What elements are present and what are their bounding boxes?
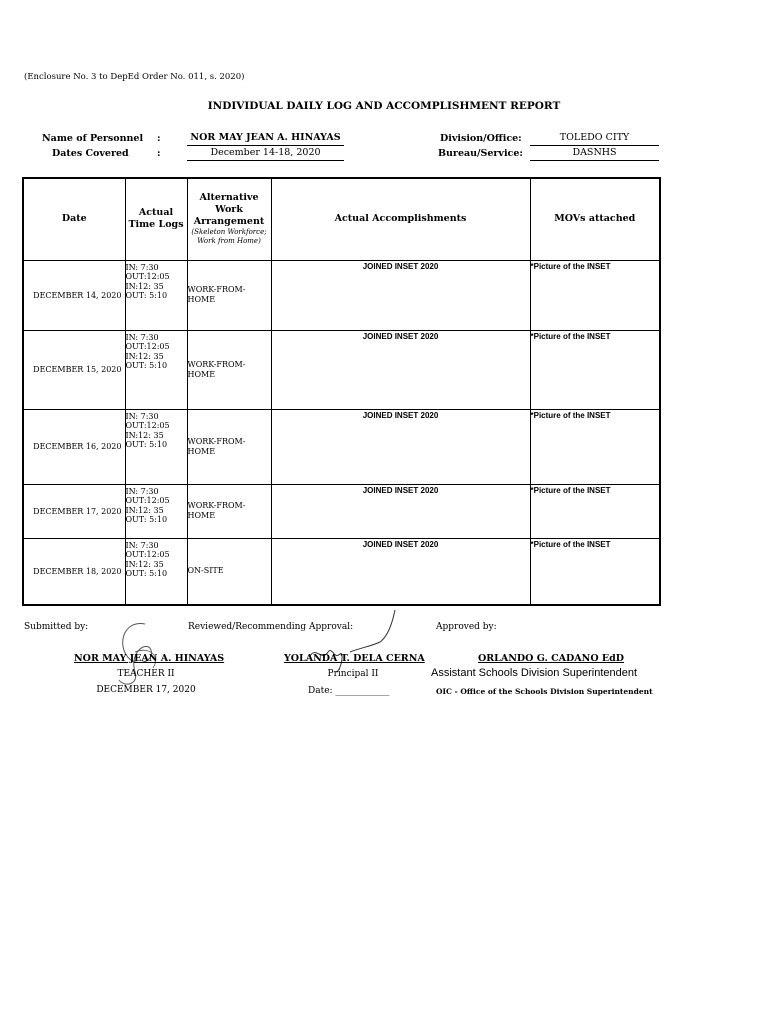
submitter-date: DECEMBER 17, 2020 (96, 685, 196, 695)
time-out-am: OUT:12:05 (125, 342, 170, 351)
row-alt-work: WORK-FROM-HOME (187, 330, 271, 409)
table-row (23, 330, 660, 409)
reviewer-name: YOLANDA T. DELA CERNA (284, 653, 425, 664)
time-in-am: IN: 7:30 (125, 540, 159, 550)
row-alt-work: ON-SITE (187, 538, 271, 605)
time-out-pm: OUT: 5:10 (125, 361, 168, 370)
approver-office: OIC - Office of the Schools Division Superintendent (436, 687, 653, 696)
table-row (23, 409, 660, 484)
approver-name: ORLANDO G. CADANO EdD (478, 653, 625, 664)
bureau-label: Bureau/Service: (438, 148, 523, 159)
name-label: Name of Personnel (42, 133, 144, 144)
daily-log-table (22, 177, 661, 606)
row-mov: *Picture of the INSET (530, 538, 660, 605)
time-in-pm: IN:12: 35 (125, 430, 164, 440)
approver-position: Assistant Schools Division Superintendent (431, 667, 638, 679)
row-accomplishment: JOINED INSET 2020 (271, 260, 530, 330)
division-office: TOLEDO CITY (530, 132, 659, 146)
dates-label: Dates Covered (52, 148, 129, 159)
report-title: INDIVIDUAL DAILY LOG AND ACCOMPLISHMENT REPORT (207, 100, 561, 112)
time-out-pm: OUT: 5:10 (125, 569, 168, 578)
header-movs: MOVs attached (530, 178, 660, 260)
time-in-am: IN: 7:30 (125, 332, 159, 342)
row-accomplishment: JOINED INSET 2020 (271, 484, 530, 538)
row-alt-work: WORK-FROM-HOME (187, 260, 271, 330)
time-in-pm: IN:12: 35 (125, 351, 164, 361)
submitter-position: TEACHER II (117, 669, 175, 679)
personnel-name: NOR MAY JEAN A. HINAYAS (187, 132, 344, 146)
row-alt-work: WORK-FROM-HOME (187, 409, 271, 484)
approved-by-label: Approved by: (436, 622, 497, 632)
time-out-am: OUT:12:05 (125, 550, 170, 559)
header-time-logs: Actual Time Logs (125, 178, 187, 260)
row-mov: *Picture of the INSET (530, 260, 660, 330)
header-accomplishments: Actual Accomplishments (271, 178, 530, 260)
dates-covered: December 14-18, 2020 (187, 147, 344, 161)
row-mov: *Picture of the INSET (530, 484, 660, 538)
row-date: DECEMBER 18, 2020 (23, 538, 125, 605)
time-out-am: OUT:12:05 (125, 496, 170, 505)
row-mov: *Picture of the INSET (530, 330, 660, 409)
row-accomplishment: JOINED INSET 2020 (271, 330, 530, 409)
reviewer-signature (300, 606, 410, 676)
submitted-by-label: Submitted by: (24, 622, 89, 632)
table-row (23, 260, 660, 330)
time-in-pm: IN:12: 35 (125, 505, 164, 515)
time-out-pm: OUT: 5:10 (125, 515, 168, 524)
time-in-pm: IN:12: 35 (125, 559, 164, 569)
reviewer-date: Date: ____________ (308, 686, 390, 696)
reviewed-by-label: Reviewed/Recommending Approval: (188, 622, 354, 632)
row-date: DECEMBER 15, 2020 (23, 330, 125, 409)
time-in-pm: IN:12: 35 (125, 281, 164, 291)
table-row (23, 484, 660, 538)
row-date: DECEMBER 16, 2020 (23, 409, 125, 484)
division-label: Division/Office: (440, 133, 522, 144)
row-time-logs (125, 538, 187, 605)
row-time-logs (125, 330, 187, 409)
header-alt-work (187, 178, 271, 260)
bureau-service: DASNHS (530, 147, 659, 161)
time-out-am: OUT:12:05 (125, 272, 170, 281)
reviewer-position: Principal II (327, 669, 379, 679)
row-date: DECEMBER 14, 2020 (23, 260, 125, 330)
submitter-name: NOR MAY JEAN A. HINAYAS (74, 653, 225, 664)
row-alt-work: WORK-FROM-HOME (187, 484, 271, 538)
time-in-am: IN: 7:30 (125, 411, 159, 421)
time-out-pm: OUT: 5:10 (125, 291, 168, 300)
row-accomplishment: JOINED INSET 2020 (271, 538, 530, 605)
table-row (23, 538, 660, 605)
header-alt-work-label: Alternative Work Arrangement (193, 192, 265, 228)
row-mov: *Picture of the INSET (530, 409, 660, 484)
time-in-am: IN: 7:30 (125, 486, 159, 496)
row-date: DECEMBER 17, 2020 (23, 484, 125, 538)
row-time-logs (125, 484, 187, 538)
header-date: Date (23, 178, 125, 260)
header-alt-work-sub: (Skeleton Workforce; Work from Home) (191, 228, 267, 246)
enclosure-note: (Enclosure No. 3 to DepEd Order No. 011, s. 2020) (24, 72, 245, 82)
row-time-logs (125, 260, 187, 330)
row-accomplishment: JOINED INSET 2020 (271, 409, 530, 484)
submitter-signature (105, 612, 175, 692)
time-in-am: IN: 7:30 (125, 262, 159, 272)
name-colon: : (157, 133, 161, 144)
dates-colon: : (157, 148, 161, 159)
table-header-row (23, 178, 660, 260)
time-out-am: OUT:12:05 (125, 421, 170, 430)
time-out-pm: OUT: 5:10 (125, 440, 168, 449)
row-time-logs (125, 409, 187, 484)
